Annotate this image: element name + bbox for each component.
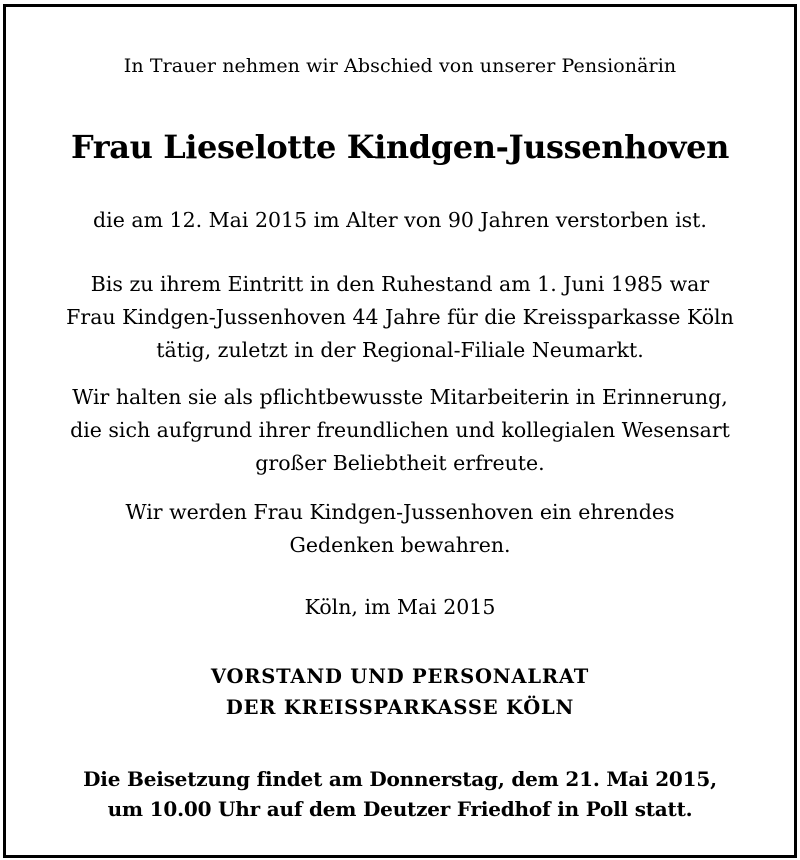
honor-line: Wir werden Frau Kindgen-Jussenhoven ein ehrendes bbox=[125, 500, 675, 524]
honor-paragraph bbox=[6, 496, 794, 562]
remembrance-line: großer Beliebtheit erfreute. bbox=[255, 451, 545, 475]
signature-line: DER KREISSPARKASSE KÖLN bbox=[225, 696, 575, 719]
career-line: tätig, zuletzt in der Regional-Filiale Neumarkt. bbox=[156, 338, 644, 362]
obituary-notice bbox=[3, 4, 797, 858]
remembrance-paragraph bbox=[6, 381, 794, 480]
signature-block bbox=[6, 661, 794, 723]
place-date: Köln, im Mai 2015 bbox=[304, 595, 496, 619]
career-line: Bis zu ihrem Eintritt in den Ruhestand am 1. Juni 1985 war bbox=[90, 272, 710, 296]
death-line: die am 12. Mai 2015 im Alter von 90 Jahren verstorben ist. bbox=[93, 208, 707, 232]
burial-line: um 10.00 Uhr auf dem Deutzer Friedhof in Poll statt. bbox=[107, 797, 693, 821]
remembrance-line: Wir halten sie als pflichtbewusste Mitarbeiterin in Erinnerung, bbox=[72, 385, 728, 409]
career-line: Frau Kindgen-Jussenhoven 44 Jahre für die Kreissparkasse Köln bbox=[66, 305, 734, 329]
deceased-name: Frau Lieselotte Kindgen-Jussenhoven bbox=[71, 128, 729, 166]
intro-text: In Trauer nehmen wir Abschied von unserer Pensionärin bbox=[123, 55, 677, 77]
signature-line: VORSTAND UND PERSONALRAT bbox=[210, 665, 590, 688]
career-paragraph bbox=[6, 268, 794, 367]
burial-line: Die Beisetzung findet am Donnerstag, dem 21. Mai 2015, bbox=[83, 767, 717, 791]
honor-line: Gedenken bewahren. bbox=[289, 533, 511, 557]
burial-info bbox=[6, 764, 794, 824]
remembrance-line: die sich aufgrund ihrer freundlichen und kollegialen Wesensart bbox=[70, 418, 730, 442]
